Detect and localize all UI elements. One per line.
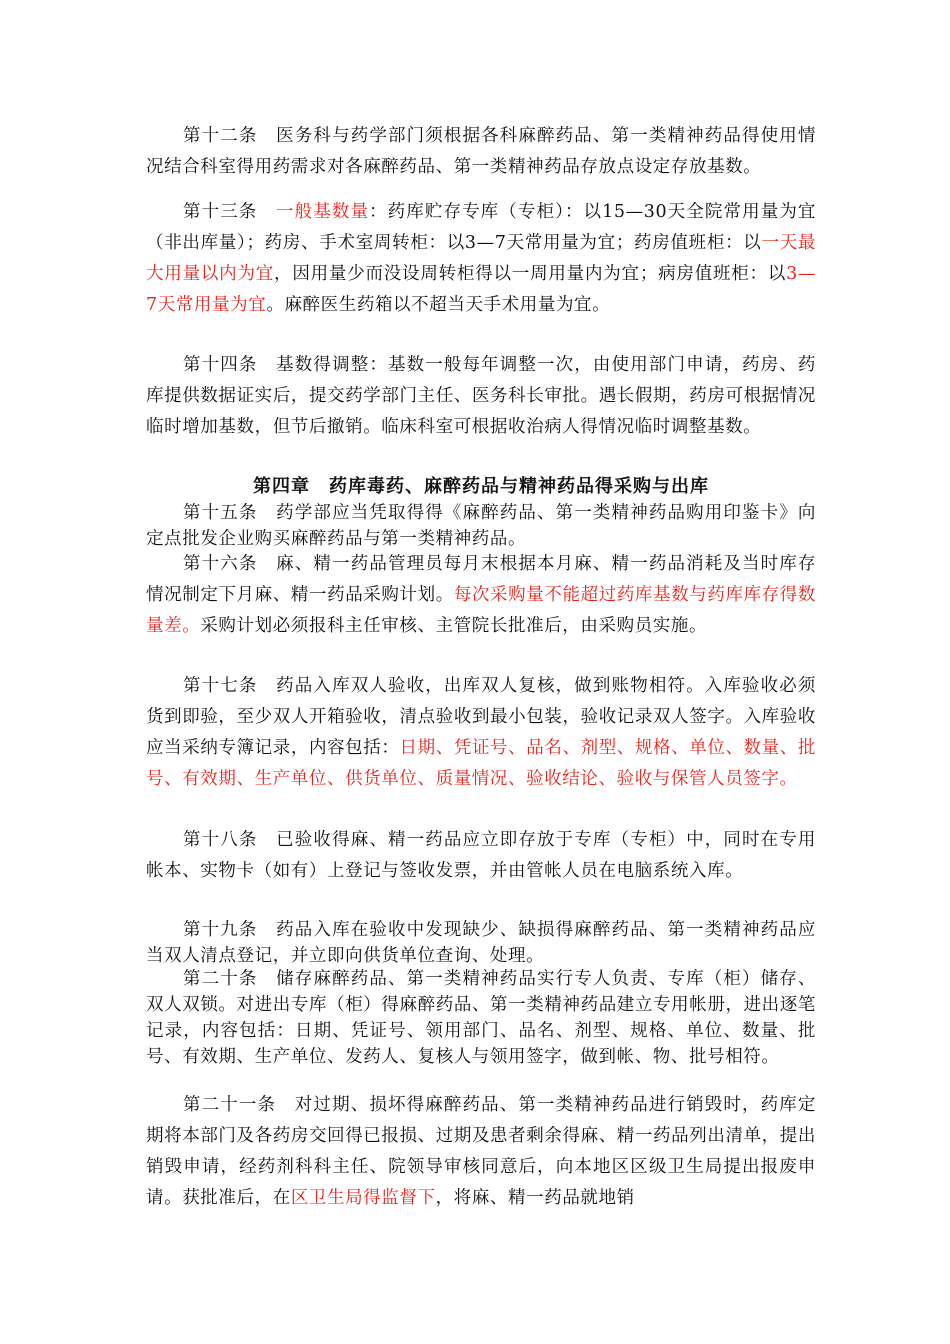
article-15-text: 第十五条 药学部应当凭取得得《麻醉药品、第一类精神药品购用印鉴卡》向定点批发企业购买麻醉药品与第一类精神药品。 (146, 503, 816, 549)
article-21-highlight: 区卫生局得监督下 (290, 1188, 436, 1208)
article-13-text-g: 。麻醉医生药箱以不超当天手术用量为宜。 (266, 295, 611, 315)
article-13-highlight-1: 一般基数量 (276, 202, 370, 222)
article-13-highlight-3: 3—7天常用量为宜 (146, 264, 816, 315)
article-16 (146, 549, 816, 642)
article-12-text: 第十二条 医务科与药学部门须根据各科麻醉药品、第一类精神药品得使用情况结合科室得用药需求对各麻醉药品、第一类精神药品存放点设定存放基数。 (146, 126, 816, 177)
article-13 (146, 197, 816, 321)
article-16-text-a: 第十六条 麻、精一药品管理员每月末根据本月麻、精一药品消耗及当时库存情况制定下月麻、精一药品采购计划。 (146, 554, 816, 605)
article-13-text-e: ，因用量少而没设周转柜得以一周用量内为宜；病房值班柜：以 (274, 264, 787, 284)
article-18-text: 第十八条 已验收得麻、精一药品应立即存放于专库（专柜）中，同时在专用帐本、实物卡（如有）上登记与签收发票，并由管帐人员在电脑系统入库。 (146, 830, 816, 881)
article-12 (146, 121, 816, 183)
article-20 (146, 966, 816, 1070)
article-19-text: 第十九条 药品入库在验收中发现缺少、缺损得麻醉药品、第一类精神药品应当双人清点登记，并立即向供货单位查询、处理。 (146, 920, 816, 966)
article-14-text: 第十四条 基数得调整：基数一般每年调整一次，由使用部门申请，药房、药库提供数据证实后，提交药学部门主任、医务科长审批。遇长假期，药房可根据情况临时增加基数，但节后撤销。临床科室可根据收治病人得情况临时调整基数。 (146, 355, 816, 437)
article-13-text-c: ：药库贮存专库（专柜）：以15—30天全院常用量为宜（非出库量）；药房、手术室周转柜：以3—7天常用量为宜；药房值班柜：以 (146, 202, 817, 253)
article-20-text: 第二十条 储存麻醉药品、第一类精神药品实行专人负责、专库（柜）储存、双人双锁。对进出专库（柜）得麻醉药品、第一类精神药品建立专用帐册，进出逐笔记录，内容包括：日期、凭证号、领用部门、品名、剂型、规格、单位、数量、批号、有效期、生产单位、发药人、复核人与领用签字，做到帐、物、批号相符。 (146, 969, 816, 1067)
article-18 (146, 825, 816, 887)
article-13-text-a: 第十三条 (183, 202, 277, 222)
article-14 (146, 350, 816, 443)
article-17-text-a: 第十七条 药品入库双人验收，出库双人复核，做到账物相符。入库验收必须货到即验，至少双人开箱验收，清点验收到最小包装，验收记录双人签字。入库验收应当采纳专簿记录，内容包括： (146, 676, 816, 758)
chapter-4-heading: 第四章 药库毒药、麻醉药品与精神药品得采购与出库 (253, 476, 709, 497)
article-16-highlight: 每次采购量不能超过药库基数与药库库存得数量差。 (146, 585, 816, 636)
article-15 (146, 500, 816, 552)
article-17-highlight: 日期、凭证号、品名、剂型、规格、单位、数量、批号、有效期、生产单位、供货单位、质量情况、验收结论、验收与保管人员签字。 (146, 738, 816, 789)
article-19 (146, 917, 816, 969)
article-16-text-c: 采购计划必须报科主任审核、主管院长批准后，由采购员实施。 (200, 616, 708, 636)
article-17 (146, 671, 816, 795)
article-21-text-c: ，将麻、精一药品就地销 (435, 1188, 635, 1208)
article-21 (146, 1090, 816, 1214)
article-13-highlight-2: 一天最大用量以内为宜 (146, 233, 816, 284)
article-21-text-a: 第二十一条 对过期、损坏得麻醉药品、第一类精神药品进行销毁时，药库定期将本部门及各药房交回得已报损、过期及患者剩余得麻、精一药品列出清单，提出销毁申请，经药剂科科主任、院领导审核同意后，向本地区区级卫生局提出报废申请。获批准后，在 (146, 1095, 816, 1208)
